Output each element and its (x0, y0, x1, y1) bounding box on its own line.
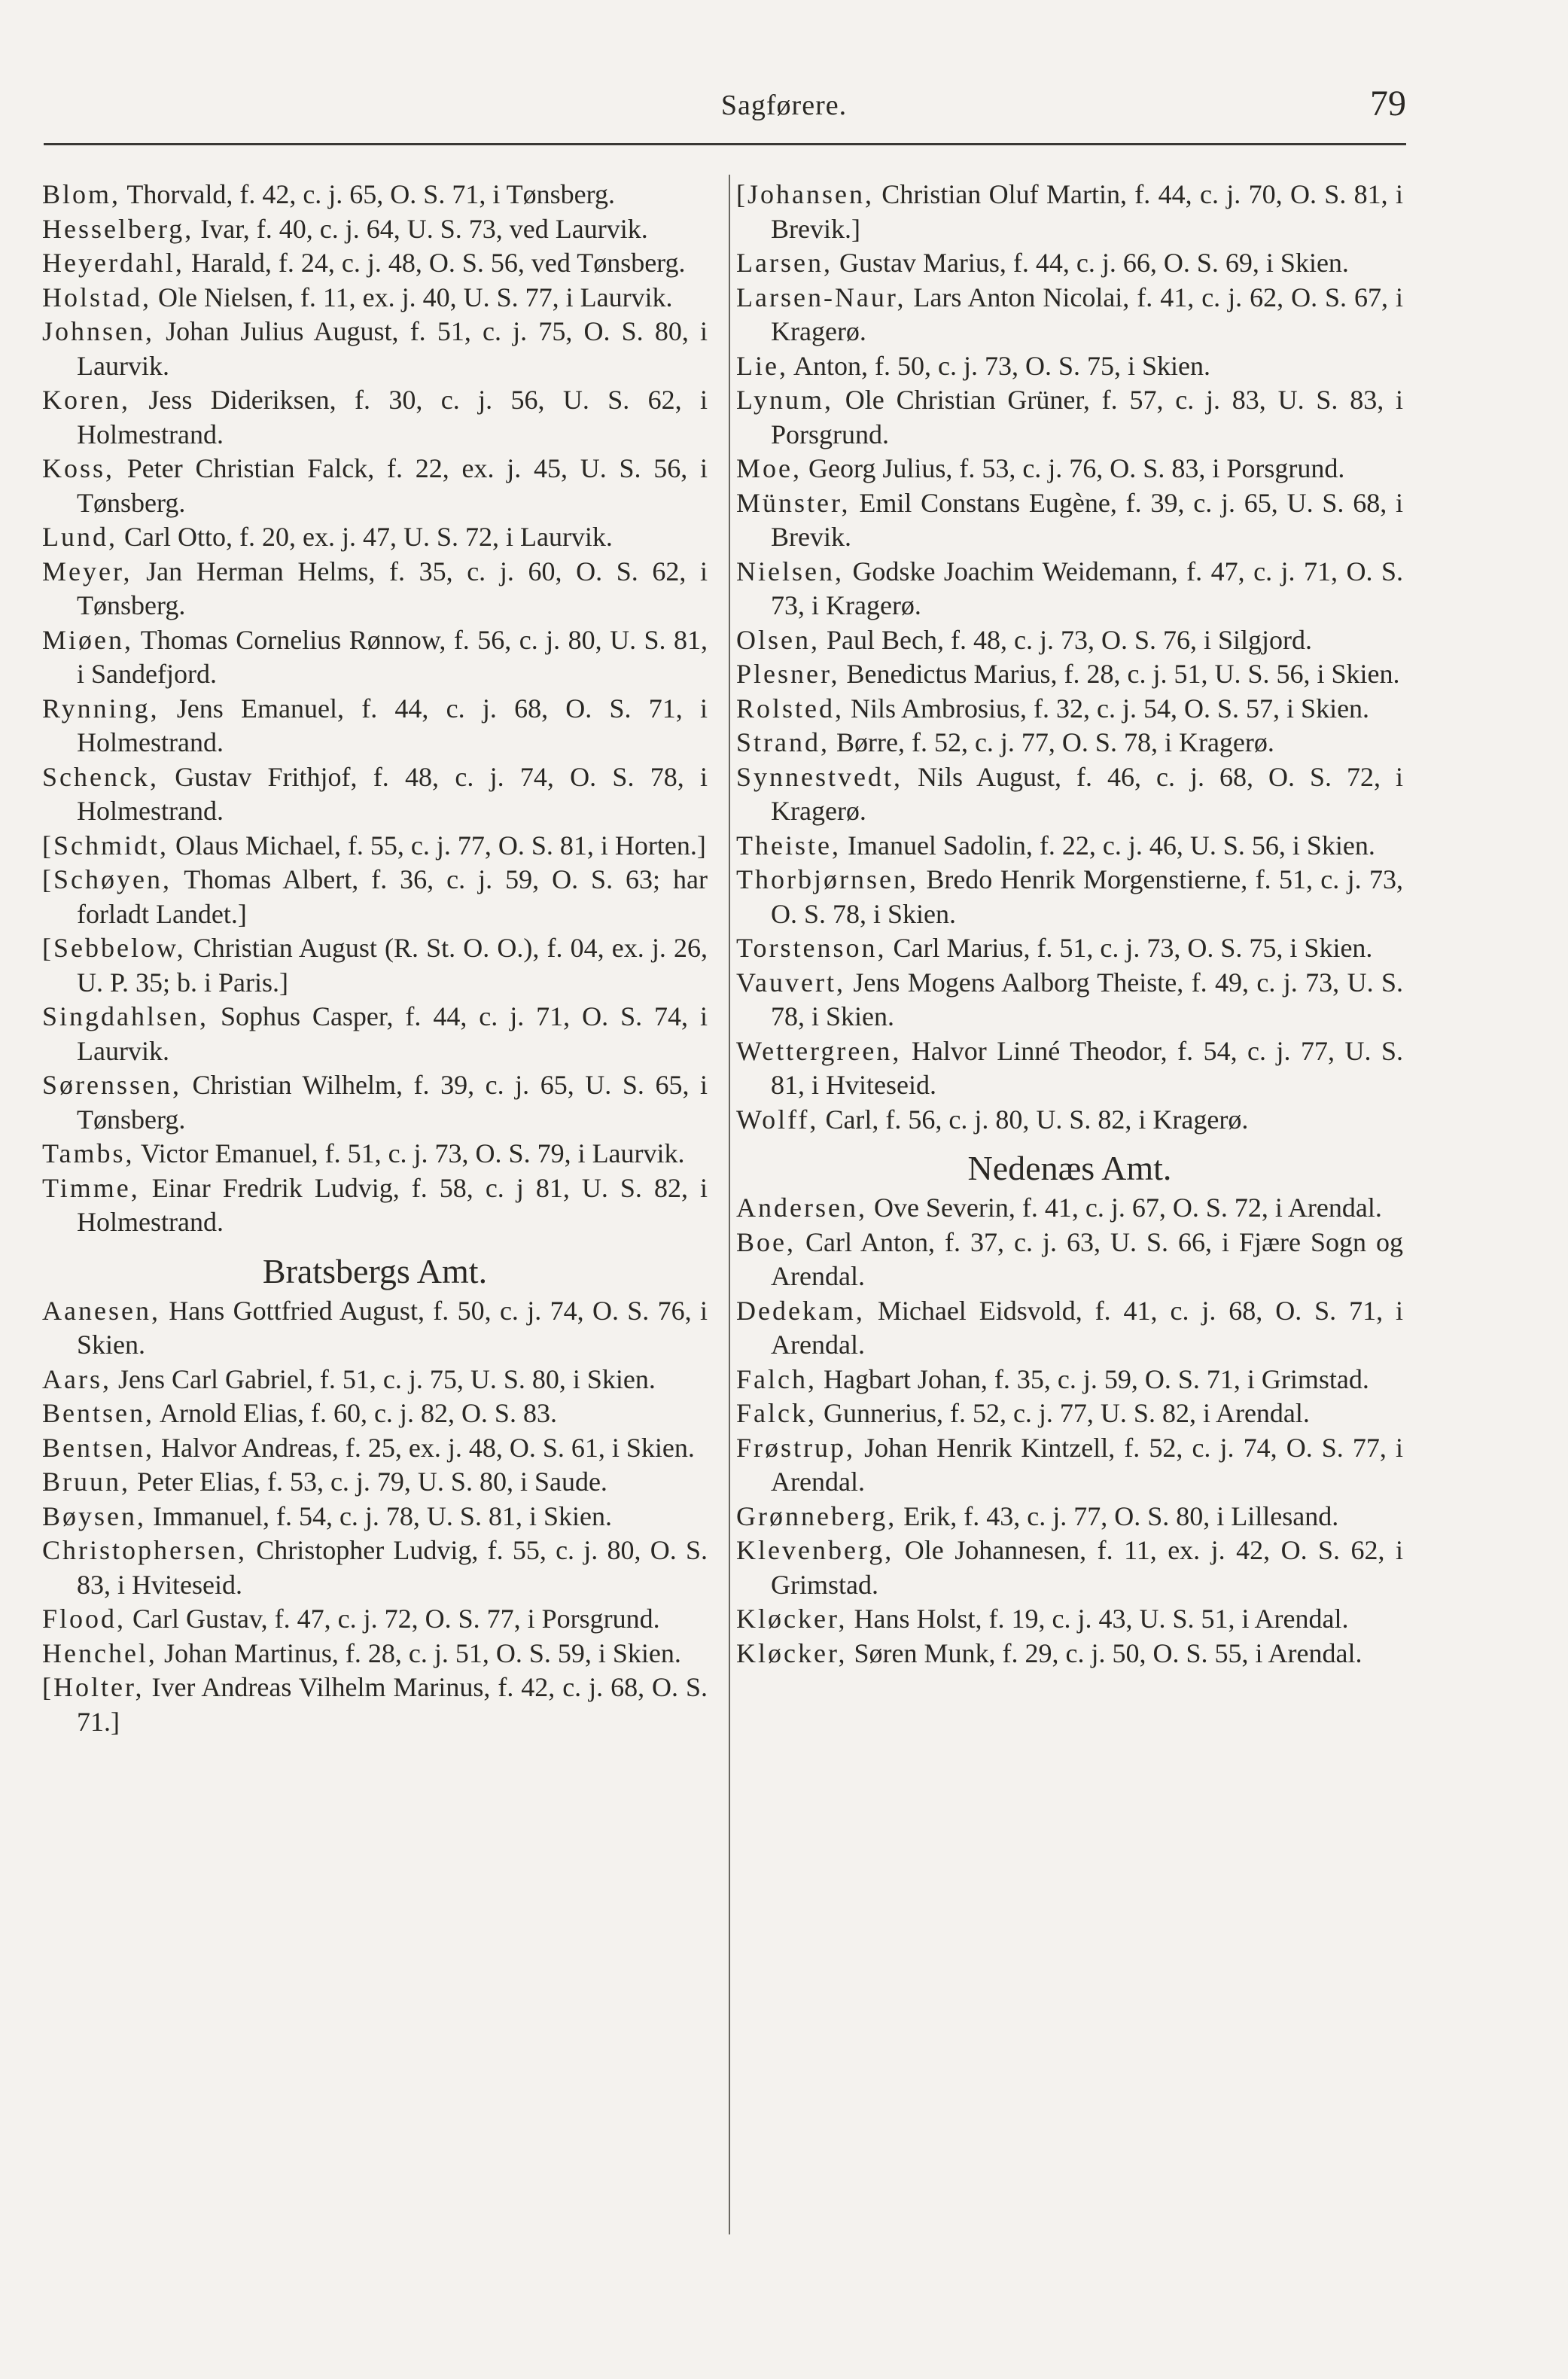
entry-surname: Wolff, (736, 1104, 819, 1135)
entry-details: Ove Severin, f. 41, c. j. 67, O. S. 72, i Arendal. (866, 1193, 1382, 1223)
entry-details: Halvor Linné Theodor, f. 54, c. j. 77, U. S. 81, i Hviteseid. (771, 1035, 1403, 1100)
lawyer-entry (42, 1363, 708, 1397)
entry-details: Benedictus Marius, f. 28, c. j. 51, U. S. 56, i Skien. (839, 659, 1400, 689)
entry-details: Olaus Michael, f. 55, c. j. 77, O. S. 81, i Horten.] (169, 830, 706, 861)
entry-details: Johan Henrik Kintzell, f. 52, c. j. 74, O. S. 77, i Arendal. (771, 1432, 1403, 1497)
lawyer-entry (736, 452, 1403, 486)
entry-details: Jan Herman Helms, f. 35, c. j. 60, O. S. 62, i Tønsberg. (77, 556, 708, 620)
entry-surname: Koren, (42, 385, 130, 415)
lawyer-entry (736, 657, 1403, 692)
entry-surname: Kløcker, (736, 1604, 848, 1634)
lawyer-entry (42, 931, 708, 1000)
lawyer-entry (736, 623, 1403, 658)
entry-details: Lars Anton Nicolai, f. 41, c. j. 62, O. S. 67, i Kragerø. (771, 282, 1403, 346)
lawyer-entry (736, 829, 1403, 864)
lawyer-entry (736, 1294, 1403, 1363)
entry-surname: Aanesen, (42, 1295, 160, 1326)
entry-details: Georg Julius, f. 53, c. j. 76, O. S. 83, i Porsgrund. (802, 453, 1345, 483)
entry-surname: Holstad, (42, 282, 151, 312)
lawyer-entry (42, 1637, 708, 1671)
entry-details: Hans Gottfried August, f. 50, c. j. 74, O. S. 76, i Skien. (77, 1295, 708, 1360)
lawyer-entry (736, 1534, 1403, 1602)
lawyer-entry (42, 1068, 708, 1137)
entry-details: Ole Christian Grüner, f. 57, c. j. 83, U. S. 83, i Porsgrund. (771, 385, 1403, 449)
entry-surname: Klevenberg, (736, 1535, 894, 1565)
lawyer-entry (736, 178, 1403, 246)
lawyer-entry (736, 383, 1403, 452)
entry-surname: Larsen, (736, 248, 833, 278)
lawyer-entry (42, 623, 708, 692)
running-title: Sagførere. (720, 90, 848, 121)
entry-surname: Koss, (42, 453, 115, 483)
lawyer-entry (42, 281, 708, 315)
section-heading: Nedenæs Amt. (967, 1149, 1172, 1187)
lawyer-entry (736, 486, 1403, 555)
entry-surname: Henchel, (42, 1637, 157, 1668)
header-rule (44, 143, 1406, 145)
entry-surname: Vauvert, (736, 967, 845, 998)
entry-surname: Lie, (736, 350, 788, 381)
lawyer-entry (736, 692, 1403, 726)
entry-details: Sophus Casper, f. 44, c. j. 71, O. S. 74, i Laurvik. (77, 1001, 708, 1066)
entry-surname: Bruun, (42, 1467, 130, 1497)
entry-details: Ole Johannesen, f. 11, ex. j. 42, O. S. 62, i Grimstad. (771, 1535, 1403, 1600)
entry-details: Jess Dideriksen, f. 30, c. j. 56, U. S. 62, i Holmestrand. (77, 385, 708, 449)
entry-surname: Larsen-Naur, (736, 282, 906, 312)
lawyer-entry (42, 1137, 708, 1171)
entry-surname: Heyerdahl, (42, 248, 184, 278)
entry-surname: Tambs, (42, 1138, 135, 1168)
left-column (42, 178, 708, 1739)
entry-surname: Sørenssen, (42, 1070, 181, 1100)
entry-details: Hans Holst, f. 19, c. j. 43, U. S. 51, i Arendal. (847, 1604, 1349, 1634)
entry-details: Imanuel Sadolin, f. 22, c. j. 46, U. S. 56, i Skien. (840, 830, 1375, 861)
lawyer-entry (42, 1602, 708, 1637)
lawyer-entry (736, 760, 1403, 829)
entry-surname: [Schmidt, (42, 830, 169, 861)
entry-surname: Kløcker, (736, 1637, 848, 1668)
lawyer-entry (42, 212, 708, 247)
entry-surname: Münster, (736, 487, 851, 518)
entry-surname: Falck, (736, 1398, 817, 1428)
lawyer-entry (42, 1171, 708, 1240)
entry-surname: Rynning, (42, 693, 160, 723)
entry-surname: [Johansen, (736, 179, 874, 209)
entry-surname: [Sebbelow, (42, 933, 186, 963)
entry-surname: Miøen, (42, 624, 133, 655)
entry-details: Jens Emanuel, f. 44, c. j. 68, O. S. 71, i Holmestrand. (77, 693, 708, 757)
lawyer-entry (42, 1671, 708, 1739)
entry-surname: Bøysen, (42, 1500, 146, 1531)
lawyer-entry (42, 692, 708, 760)
entry-details: Paul Bech, f. 48, c. j. 73, O. S. 76, i Silgjord. (820, 624, 1312, 655)
lawyer-entry (736, 726, 1403, 760)
entry-surname: Rolsted, (736, 693, 845, 723)
lawyer-entry (42, 1000, 708, 1068)
entry-details: Harald, f. 24, c. j. 48, O. S. 56, ved Tønsberg. (184, 248, 686, 278)
entry-surname: Olsen, (736, 624, 820, 655)
lawyer-entry (42, 1397, 708, 1431)
entry-surname: Schenck, (42, 761, 159, 792)
entry-details: Carl Anton, f. 37, c. j. 63, U. S. 66, i Fjære Sogn og Arendal. (771, 1226, 1403, 1291)
lawyer-entry (736, 349, 1403, 384)
entry-details: Christian Wilhelm, f. 39, c. j. 65, U. S. 65, i Tønsberg. (77, 1070, 708, 1135)
entry-details: Michael Eidsvold, f. 41, c. j. 68, O. S. 71, i Arendal. (771, 1295, 1403, 1360)
entry-surname: Singdahlsen, (42, 1001, 209, 1031)
lawyer-entry (42, 555, 708, 623)
entry-details: Jens Carl Gabriel, f. 51, c. j. 75, U. S. 80, i Skien. (111, 1363, 656, 1394)
entry-surname: Wettergreen, (736, 1035, 902, 1066)
entry-surname: Bentsen, (42, 1432, 154, 1463)
lawyer-entry (42, 1465, 708, 1500)
entry-details: Iver Andreas Vilhelm Marinus, f. 42, c. j. 68, O. S. 71.] (77, 1672, 708, 1737)
entry-surname: Strand, (736, 727, 830, 757)
entry-surname: Blom, (42, 179, 121, 209)
entry-surname: Hesselberg, (42, 213, 194, 244)
entry-surname: Plesner, (736, 659, 840, 689)
lawyer-entry (736, 1103, 1403, 1138)
entry-surname: Lund, (42, 522, 117, 552)
entry-surname: Meyer, (42, 556, 132, 586)
lawyer-entry (42, 178, 708, 212)
lawyer-entry (736, 246, 1403, 281)
entry-surname: [Holter, (42, 1672, 145, 1702)
lawyer-entry (42, 1534, 708, 1602)
lawyer-entry (42, 383, 708, 452)
entry-details: Gunnerius, f. 52, c. j. 77, U. S. 82, i Arendal. (816, 1398, 1310, 1428)
entry-surname: Boe, (736, 1226, 796, 1257)
lawyer-entry (736, 863, 1403, 931)
entry-details: Carl, f. 56, c. j. 80, U. S. 82, i Kragerø. (818, 1104, 1249, 1135)
entry-surname: Theiste, (736, 830, 841, 861)
entry-details: Einar Fredrik Ludvig, f. 58, c. j 81, U. S. 82, i Holmestrand. (77, 1172, 708, 1237)
section-heading: Bratsbergs Amt. (262, 1251, 488, 1290)
entry-surname: Andersen, (736, 1193, 867, 1223)
lawyer-entry (736, 1226, 1403, 1294)
entry-details: Thomas Cornelius Rønnow, f. 56, c. j. 80, U. S. 81, i Sandefjord. (77, 624, 708, 689)
lawyer-entry (42, 452, 708, 520)
entry-details: Thorvald, f. 42, c. j. 65, O. S. 71, i Tønsberg. (120, 179, 615, 209)
lawyer-entry (42, 1294, 708, 1363)
entry-surname: Timme, (42, 1172, 140, 1203)
lawyer-entry (42, 829, 708, 864)
lawyer-entry (736, 1363, 1403, 1397)
entry-surname: Nielsen, (736, 556, 844, 586)
lawyer-entry (42, 1431, 708, 1466)
page-number: 79 (1370, 84, 1406, 123)
entry-details: Johan Julius August, f. 51, c. j. 75, O. S. 80, i Laurvik. (77, 316, 708, 381)
entry-details: Godske Joachim Weidemann, f. 47, c. j. 71, O. S. 73, i Kragerø. (771, 556, 1403, 620)
entry-surname: Flood, (42, 1604, 126, 1634)
entry-details: Peter Christian Falck, f. 22, ex. j. 45, U. S. 56, i Tønsberg. (77, 453, 708, 518)
lawyer-entry (736, 931, 1403, 966)
entry-surname: Falch, (736, 1363, 817, 1394)
entry-details: Arnold Elias, f. 60, c. j. 82, O. S. 83. (154, 1398, 557, 1428)
right-column (736, 178, 1403, 1671)
entry-surname: [Schøyen, (42, 864, 172, 894)
entry-details: Johan Martinus, f. 28, c. j. 51, O. S. 59, i Skien. (157, 1637, 681, 1668)
entry-details: Thomas Albert, f. 36, c. j. 59, O. S. 63; har forladt Landet.] (77, 864, 708, 929)
entry-surname: Bentsen, (42, 1398, 154, 1428)
entry-surname: Aars, (42, 1363, 111, 1394)
entry-details: Børre, f. 52, c. j. 77, O. S. 78, i Kragerø. (830, 727, 1274, 757)
entry-details: Hagbart Johan, f. 35, c. j. 59, O. S. 71, i Grimstad. (816, 1363, 1369, 1394)
lawyer-entry (42, 246, 708, 281)
entry-surname: Synnestvedt, (736, 761, 903, 792)
entry-surname: Lynum, (736, 385, 834, 415)
column-divider (729, 175, 730, 2234)
entry-surname: Johnsen, (42, 316, 154, 346)
entry-details: Immanuel, f. 54, c. j. 78, U. S. 81, i Skien. (146, 1500, 612, 1531)
lawyer-entry (736, 555, 1403, 623)
entry-details: Halvor Andreas, f. 25, ex. j. 48, O. S. 61, i Skien. (154, 1432, 695, 1463)
entry-details: Erik, f. 43, c. j. 77, O. S. 80, i Lillesand. (897, 1500, 1339, 1531)
entry-surname: Frøstrup, (736, 1432, 856, 1463)
entry-surname: Christophersen, (42, 1535, 247, 1565)
entry-details: Carl Gustav, f. 47, c. j. 72, O. S. 77, i Porsgrund. (126, 1604, 660, 1634)
lawyer-entry (42, 863, 708, 931)
entry-surname: Thorbjørnsen, (736, 864, 918, 894)
entry-details: Carl Otto, f. 20, ex. j. 47, U. S. 72, i Laurvik. (117, 522, 613, 552)
lawyer-entry (736, 1637, 1403, 1671)
entry-details: Christian August (R. St. O. O.), f. 04, ex. j. 26, U. P. 35; b. i Paris.] (77, 933, 708, 998)
entry-surname: Torstenson, (736, 933, 887, 963)
lawyer-entry (42, 1500, 708, 1534)
lawyer-entry (736, 1500, 1403, 1534)
lawyer-entry (736, 1397, 1403, 1431)
entry-details: Emil Constans Eugène, f. 39, c. j. 65, U. S. 68, i Brevik. (771, 487, 1403, 552)
entry-details: Gustav Marius, f. 44, c. j. 66, O. S. 69, i Skien. (832, 248, 1349, 278)
entry-details: Bredo Henrik Morgenstierne, f. 51, c. j. 73, O. S. 78, i Skien. (771, 864, 1403, 929)
lawyer-entry (736, 966, 1403, 1034)
lawyer-entry (736, 281, 1403, 349)
entry-details: Anton, f. 50, c. j. 73, O. S. 75, i Skien. (787, 350, 1210, 381)
lawyer-entry (736, 1034, 1403, 1103)
lawyer-entry (42, 760, 708, 829)
entry-details: Peter Elias, f. 53, c. j. 79, U. S. 80, i Saude. (130, 1467, 607, 1497)
entry-details: Søren Munk, f. 29, c. j. 50, O. S. 55, i Arendal. (847, 1637, 1362, 1668)
entry-details: Christopher Ludvig, f. 55, c. j. 80, O. S. 83, i Hviteseid. (77, 1535, 708, 1600)
entry-details: Nils August, f. 46, c. j. 68, O. S. 72, i Kragerø. (771, 761, 1403, 826)
entry-details: Ole Nielsen, f. 11, ex. j. 40, U. S. 77, i Laurvik. (151, 282, 673, 312)
lawyer-entry (736, 1191, 1403, 1226)
lawyer-entry (42, 315, 708, 383)
lawyer-entry (736, 1602, 1403, 1637)
entry-details: Carl Marius, f. 51, c. j. 73, O. S. 75, i Skien. (886, 933, 1373, 963)
entry-surname: Grønneberg, (736, 1500, 897, 1531)
entry-details: Ivar, f. 40, c. j. 64, U. S. 73, ved Laurvik. (193, 213, 648, 244)
entry-details: Gustav Frithjof, f. 48, c. j. 74, O. S. 78, i Holmestrand. (77, 761, 708, 826)
entry-details: Jens Mogens Aalborg Theiste, f. 49, c. j. 73, U. S. 78, i Skien. (771, 967, 1403, 1031)
entry-details: Nils Ambrosius, f. 32, c. j. 54, O. S. 57, i Skien. (844, 693, 1370, 723)
entry-surname: Dedekam, (736, 1295, 865, 1326)
lawyer-entry (42, 520, 708, 555)
entry-details: Christian Oluf Martin, f. 44, c. j. 70, O. S. 81, i Brevik.] (771, 179, 1403, 244)
lawyer-entry (736, 1431, 1403, 1500)
entry-surname: Moe, (736, 453, 802, 483)
entry-details: Victor Emanuel, f. 51, c. j. 73, O. S. 79, i Laurvik. (134, 1138, 685, 1168)
